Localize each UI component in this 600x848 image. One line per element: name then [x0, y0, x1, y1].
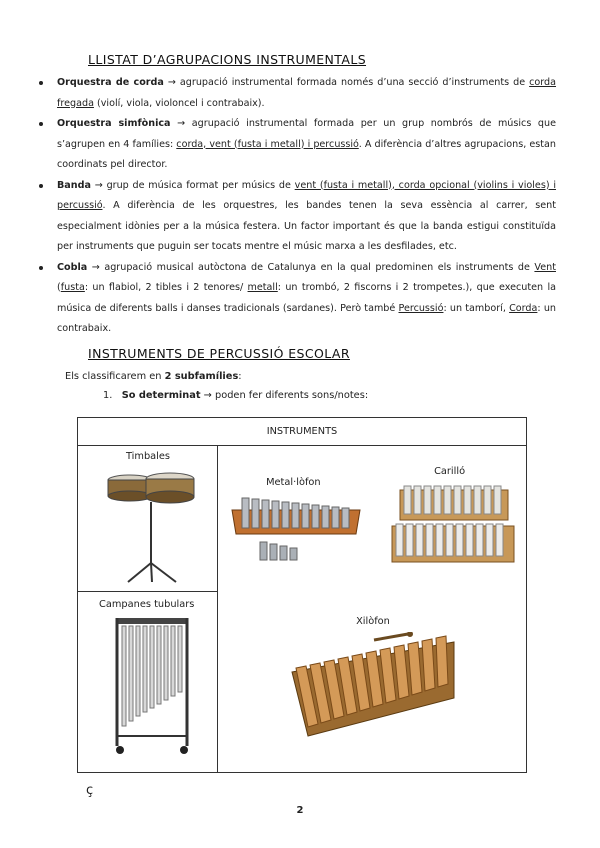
item-title: Orquestra simfònica [57, 118, 171, 129]
agrupacions-list [57, 73, 556, 340]
xilofon-image [288, 632, 458, 740]
item-underlined: vent (fusta i metall), corda opcional (violins i violes) i percussió [57, 179, 557, 211]
item-title: Banda [57, 179, 91, 191]
item-text: . A diferència de les orquestres, les bandes tenen la seva essència al carrer, sent especialment idònies per a la música festera. Un factor important és que la banda estigui constituïda per instruments que puguin ser tocats mentre el músic marxa a les desfilades, etc. [57, 200, 556, 252]
cell-right [218, 446, 527, 773]
item-text: agrupació instrumental formada per un grup nombrós de músics que s’agrupen en 4 famílies: [57, 118, 556, 150]
item-text: . A diferència d’altres agrupacions, estan coordinats pel director. [57, 138, 556, 170]
instruments-table [77, 417, 527, 773]
carillo-image [388, 484, 518, 566]
heading-agrupacions: LLISTAT D’AGRUPACIONS INSTRUMENTALS [88, 52, 367, 67]
item-text: ( [57, 282, 61, 293]
label-xilofon: Xilòfon [356, 616, 390, 627]
item-underlined: fusta [60, 282, 85, 293]
arrow: → [167, 77, 176, 88]
item-text: : un trombó, 2 fiscorns i 2 trompetes.), que executen la música de diferents balls i danses tradicionals (sardanes). Però també [57, 282, 556, 314]
item-text: : un contrabaix. [57, 302, 556, 334]
item-title: Cobla [57, 261, 88, 273]
list-item [57, 73, 556, 114]
classify-line [65, 371, 242, 382]
item-text: (violí, viola, violoncel i contrabaix). [93, 97, 265, 109]
sub-number: 1. [103, 390, 113, 401]
sub-text: → poden fer diferents sons/notes: [200, 390, 369, 401]
item-text: agrupació instrumental formada només d’una secció d’instruments de [175, 77, 530, 88]
classify-text: : [238, 371, 242, 382]
list-item [57, 258, 556, 340]
item-title: Orquestra de corda [57, 77, 164, 88]
classify-text: Els classificarem en [65, 371, 165, 382]
item-text: : un tamborí, [443, 302, 510, 314]
list-item [57, 114, 556, 176]
item-underlined: Percussió [398, 302, 444, 314]
arrow: → [91, 261, 100, 273]
item-underlined: Corda [509, 302, 538, 314]
heading-percussio: INSTRUMENTS DE PERCUSSIÓ ESCOLAR [88, 346, 350, 361]
label-metalofon: Metal·lòfon [266, 477, 321, 488]
timbales-image [106, 468, 196, 584]
subfamily-1 [103, 390, 368, 401]
campanes-image [114, 616, 190, 758]
label-campanes: Campanes tubulars [99, 599, 195, 610]
list-item [57, 176, 556, 258]
label-timbales: Timbales [126, 451, 171, 462]
table-header: INSTRUMENTS [78, 418, 527, 446]
item-underlined: metall [247, 282, 278, 293]
item-underlined: corda, vent (fusta i metall) i percussió [176, 138, 359, 150]
cell-campanes [78, 592, 218, 773]
metalofon-image [228, 494, 363, 564]
item-underlined: Vent [534, 261, 556, 273]
item-underlined: corda fregada [57, 77, 556, 109]
item-text: agrupació musical autòctona de Catalunya en la qual predominen els instruments de [99, 261, 535, 273]
arrow: → [94, 179, 103, 191]
sub-title: So determinat [121, 390, 201, 401]
arrow: → [177, 118, 186, 129]
stray-character: ç [86, 783, 94, 798]
page-number: 2 [296, 805, 304, 816]
cell-timbales [78, 446, 218, 592]
label-carillo: Carilló [434, 466, 466, 477]
classify-bold: 2 subfamílies [164, 371, 239, 382]
item-text: grup de música format per músics de [102, 179, 295, 191]
item-text: : un flabiol, 2 tibles i 2 tenores/ [84, 282, 248, 293]
